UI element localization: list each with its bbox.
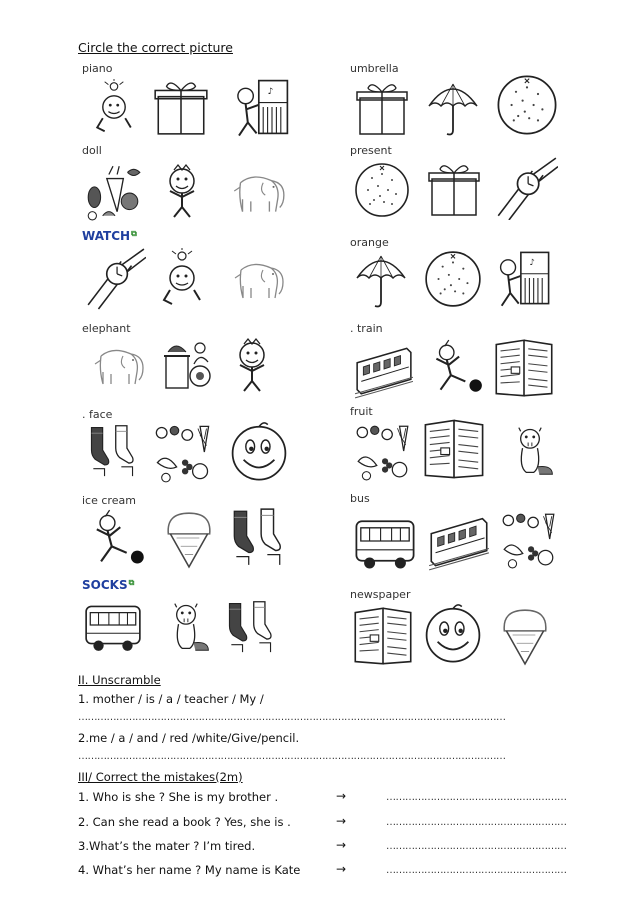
socks-picture-3[interactable] — [222, 594, 278, 658]
word-face: . face — [82, 408, 113, 421]
arrow-icon: → — [336, 789, 347, 803]
thinking-kid-picture[interactable] — [86, 78, 142, 136]
unscramble-question-1: 1. mother / is / a / teacher / My / — [78, 692, 264, 706]
watch-picture[interactable] — [84, 246, 146, 310]
word-umbrella: umbrella — [350, 62, 399, 75]
word-train: . train — [350, 322, 383, 335]
word-present: present — [350, 144, 392, 157]
beaver-picture[interactable] — [158, 594, 214, 658]
bus-picture-2[interactable] — [350, 508, 420, 574]
face-picture-2[interactable] — [420, 600, 486, 666]
kicker-picture-2[interactable] — [424, 338, 486, 400]
train-picture[interactable] — [348, 338, 420, 400]
face-picture[interactable] — [226, 418, 292, 484]
socks-picture[interactable] — [84, 420, 140, 480]
kid-picture[interactable] — [152, 160, 212, 222]
newspaper-picture-2[interactable] — [420, 416, 488, 482]
word-watch: WATCH⧉ — [82, 229, 137, 243]
kicker-picture[interactable] — [84, 508, 148, 572]
word-piano: piano — [82, 62, 113, 75]
word-newspaper: newspaper — [350, 588, 411, 601]
present-picture[interactable] — [148, 76, 214, 138]
vegetables-picture[interactable] — [82, 160, 144, 222]
arrow-icon: → — [336, 862, 347, 876]
mistake-answer-line-1[interactable]: ………………………………………………… — [386, 792, 567, 803]
elephant-picture[interactable] — [222, 160, 292, 222]
socks-picture-2[interactable] — [226, 504, 288, 568]
orange-picture-3[interactable] — [422, 248, 484, 310]
mistake-answer-line-2[interactable]: ………………………………………………… — [386, 817, 567, 828]
unscramble-question-2: 2.me / a / and / red /white/Give/pencil. — [78, 731, 300, 745]
mistake-sentence-4: 4. What’s her name ? My name is Kate — [78, 863, 301, 877]
fruit-picture-2[interactable] — [350, 420, 416, 482]
mistake-sentence-2: 2. Can she read a book ? Yes, she is . — [78, 815, 291, 829]
train-picture-2[interactable] — [424, 508, 494, 572]
umbrella-picture[interactable] — [420, 78, 486, 138]
word-socks: SOCKS⧉ — [82, 578, 135, 592]
bin-picture[interactable] — [156, 334, 216, 394]
piano-picture-2[interactable] — [490, 246, 556, 310]
fruit-picture-3[interactable] — [496, 508, 562, 570]
mistake-answer-line-4[interactable]: ………………………………………………… — [386, 865, 567, 876]
word-fruit: fruit — [350, 405, 373, 418]
arrow-icon: → — [336, 814, 347, 828]
word-ice-cream: ice cream — [82, 494, 136, 507]
present-picture-2[interactable] — [350, 78, 414, 138]
piano-picture[interactable] — [228, 74, 294, 140]
mistake-answer-line-3[interactable]: ………………………………………………… — [386, 841, 567, 852]
ice-cream-picture-2[interactable] — [494, 602, 556, 668]
beaver-picture-2[interactable] — [502, 418, 558, 482]
mistake-sentence-3: 3.What’s the mater ? I’m tired. — [78, 839, 256, 853]
unscramble-answer-line-1[interactable]: ……………………………………………………………………………………………………………………… — [78, 712, 506, 723]
bus-picture[interactable] — [80, 594, 146, 656]
word-doll: doll — [82, 144, 102, 157]
word-elephant: elephant — [82, 322, 131, 335]
umbrella-picture-2[interactable] — [348, 250, 414, 310]
orange-picture[interactable] — [494, 72, 560, 138]
word-bus: bus — [350, 492, 370, 505]
orange-picture-2[interactable] — [352, 160, 412, 220]
thinking-kid-picture-2[interactable] — [152, 248, 212, 308]
newspaper-picture[interactable] — [490, 336, 558, 400]
fruit-picture[interactable] — [148, 420, 218, 484]
present-picture-3[interactable] — [424, 158, 484, 220]
elephant-picture-2[interactable] — [222, 248, 292, 308]
arrow-icon: → — [336, 838, 347, 852]
elephant-picture-3[interactable] — [82, 334, 152, 394]
ice-cream-picture[interactable] — [158, 504, 220, 572]
word-orange: orange — [350, 236, 389, 249]
kid-picture-2[interactable] — [222, 334, 282, 396]
page-title: Circle the correct picture — [78, 40, 233, 55]
newspaper-picture-3[interactable] — [350, 604, 416, 668]
unscramble-answer-line-2[interactable]: ……………………………………………………………………………………………………………………… — [78, 751, 506, 762]
mistake-sentence-1: 1. Who is she ? She is my brother . — [78, 790, 279, 804]
watch-picture-2[interactable] — [494, 156, 558, 220]
unscramble-heading: II. Unscramble — [78, 673, 161, 687]
mistakes-heading: III/ Correct the mistakes(2m) — [78, 770, 243, 784]
